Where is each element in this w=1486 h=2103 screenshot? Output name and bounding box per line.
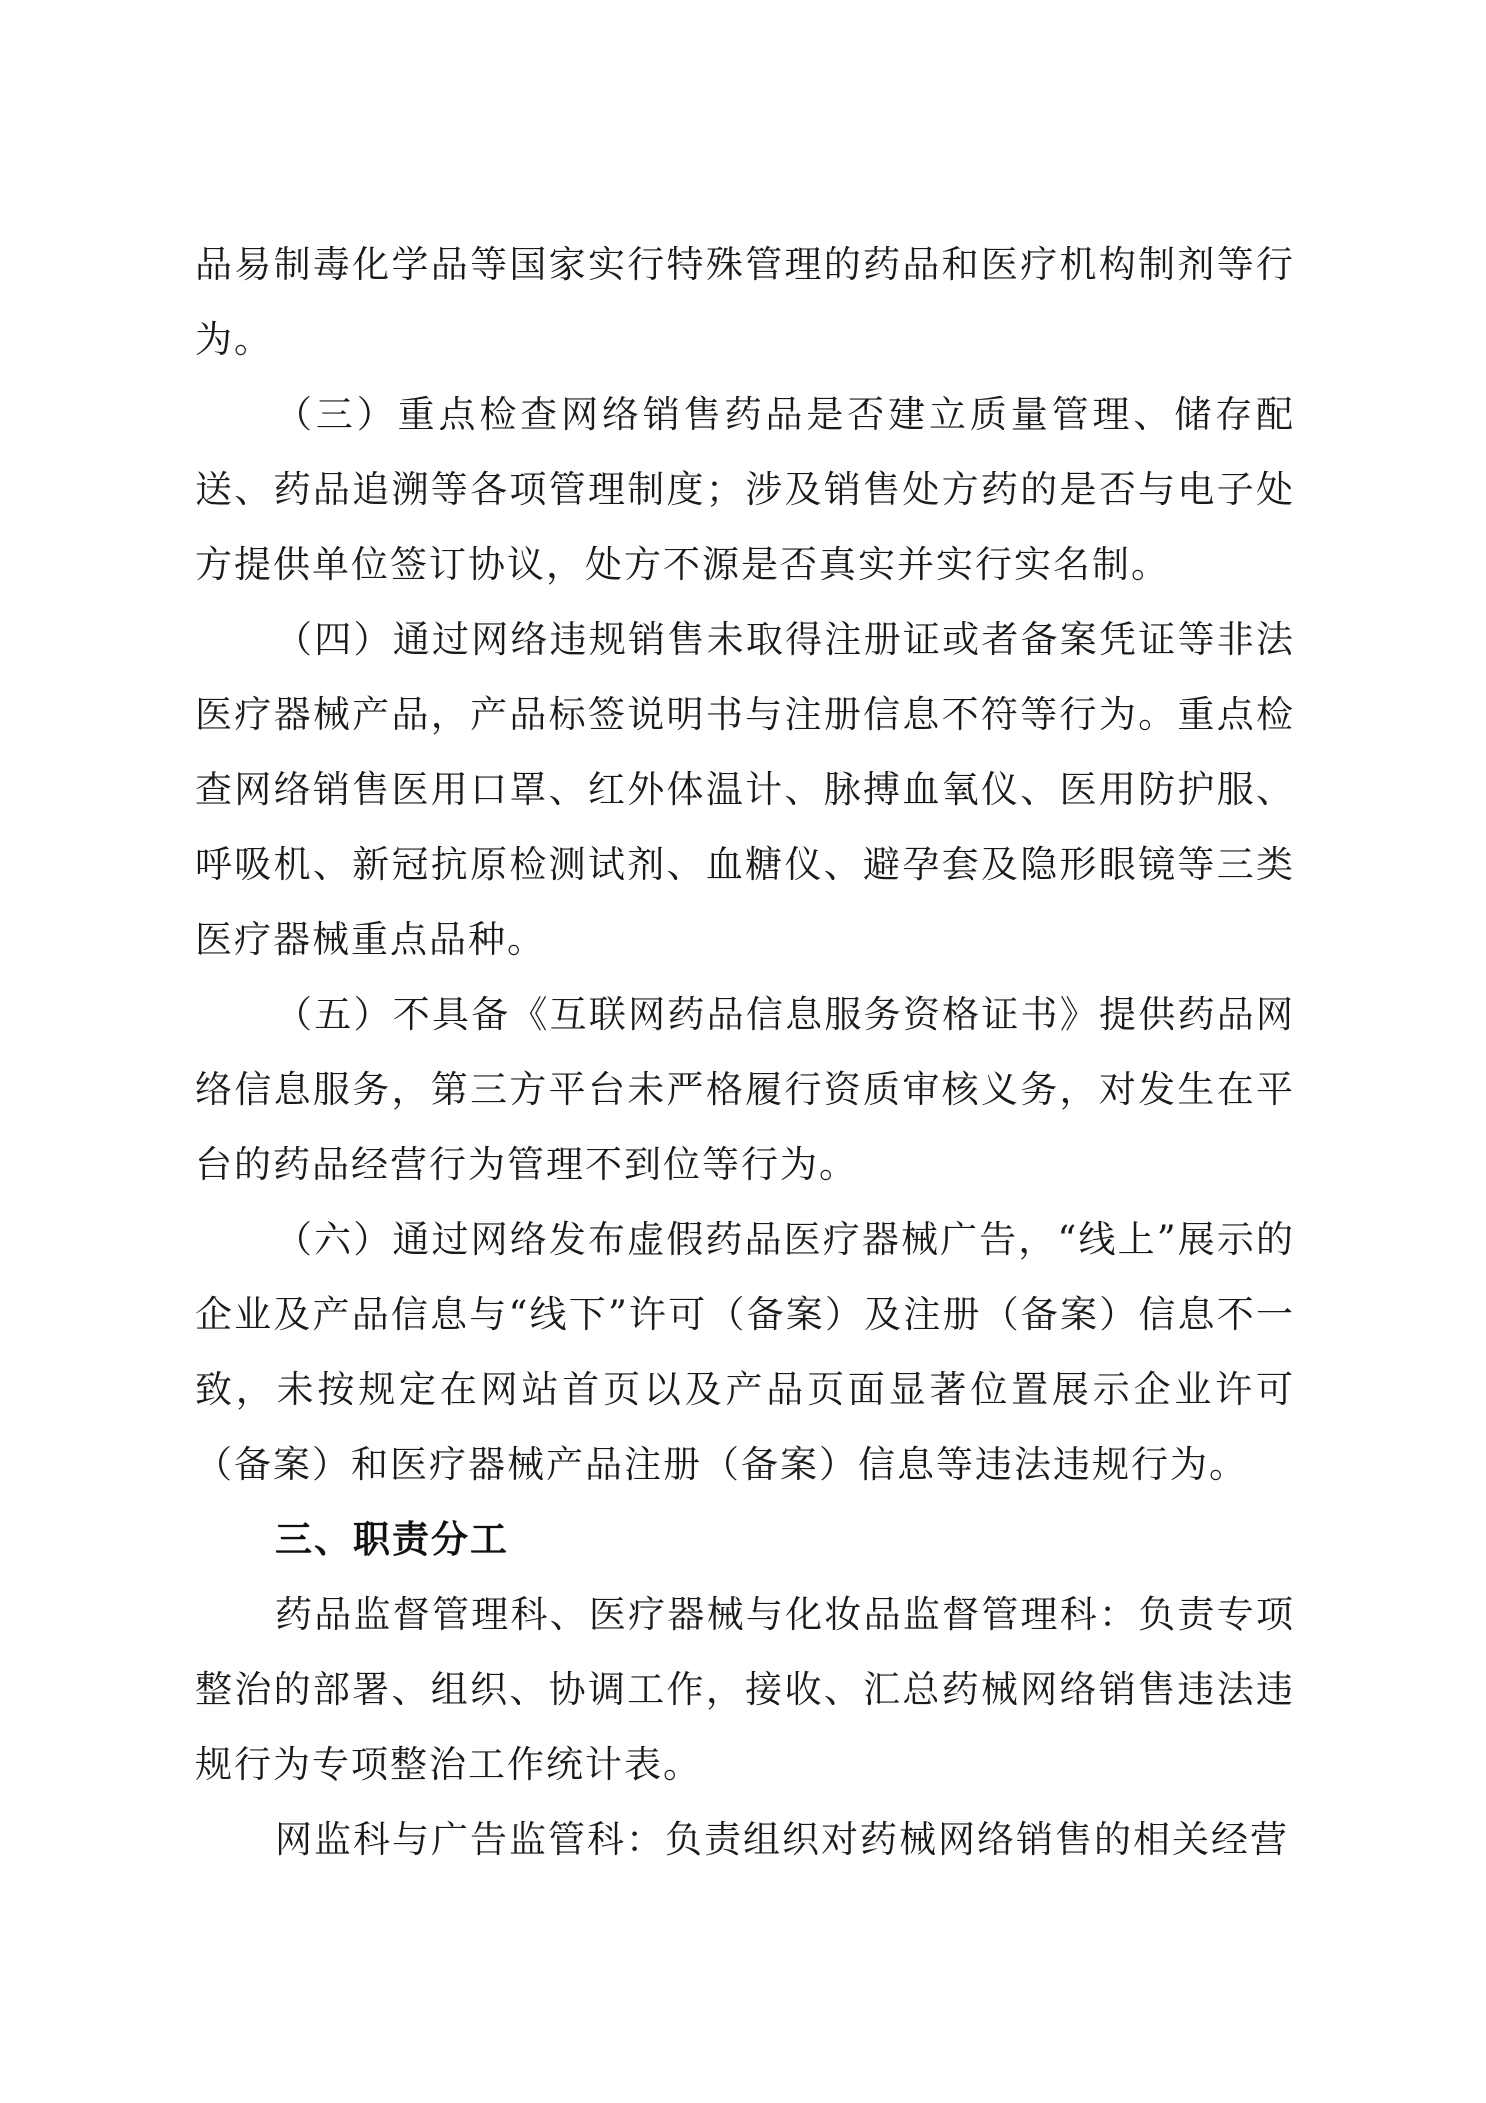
paragraph-item-3-drug-management: （三）重点检查网络销售药品是否建立质量管理、储存配送、药品追溯等各项管理制度；涉及销售处方药的是否与电子处方提供单位签订协议，处方不源是否真实并实行实名制。 xyxy=(195,393,1295,586)
paragraph-item-4-medical-devices: （四）通过网络违规销售未取得注册证或者备案凭证等非法医疗器械产品，产品标签说明书与注册信息不符等行为。重点检查网络销售医用口罩、红外体温计、脉搏血氧仪、医用防护服、呼吸机、新冠抗原检测试剂、血糖仪、避孕套及隐形眼镜等三类医疗器械重点品种。 xyxy=(195,618,1295,961)
paragraph-item-5-info-service: （五）不具备《互联网药品信息服务资格证书》提供药品网络信息服务，第三方平台未严格履行资质审核义务，对发生在平台的药品经营行为管理不到位等行为。 xyxy=(195,993,1295,1186)
document-body xyxy=(195,227,1295,1877)
paragraph-drug-device-dept: 药品监督管理科、医疗器械与化妆品监督管理科：负责专项整治的部署、组织、协调工作，接收、汇总药械网络销售违法违规行为专项整治工作统计表。 xyxy=(195,1593,1295,1786)
section-heading-responsibilities: 三、职责分工 xyxy=(275,1518,509,1561)
paragraph-network-ad-dept: 网监科与广告监管科：负责组织对药械网络销售的相关经营 xyxy=(275,1818,1289,1861)
paragraph-item-6-false-ads: （六）通过网络发布虚假药品医疗器械广告，“线上”展示的企业及产品信息与“线下”许可（备案）及注册（备案）信息不一致，未按规定在网站首页以及产品页面显著位置展示企业许可（备案）和医疗器械产品注册（备案）信息等违法违规行为。 xyxy=(195,1218,1295,1486)
paragraph-special-drugs-continuation: 品易制毒化学品等国家实行特殊管理的药品和医疗机构制剂等行为。 xyxy=(195,243,1295,361)
